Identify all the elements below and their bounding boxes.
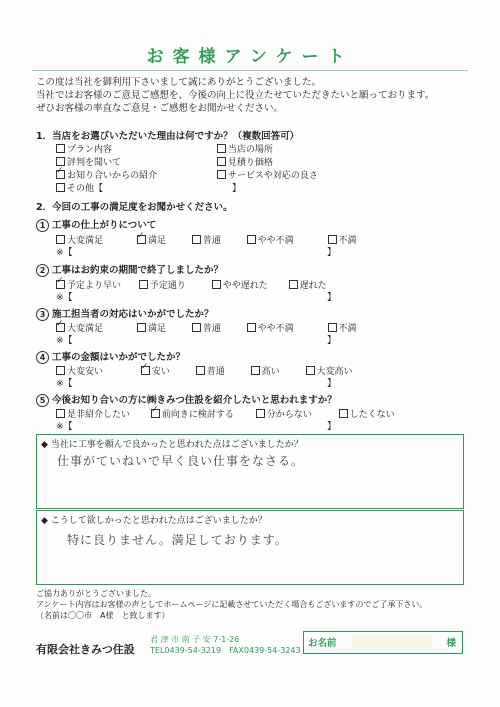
comment-question: ◆ こうして欲しかったと思われた点はございましたか？: [41, 516, 267, 526]
intro-line: 当社ではお客様のご意見ご感想を、今後の向上に役立たせていただきたいと願っております。: [36, 90, 435, 101]
checkbox[interactable]: [247, 323, 256, 332]
checkbox[interactable]: [217, 157, 226, 166]
rating-option[interactable]: 不満: [328, 233, 357, 246]
rating-option[interactable]: 大変満足: [56, 233, 122, 246]
rating-option[interactable]: 遅れた: [289, 278, 327, 291]
comment-question: ◆ 当社に工事を頼んで良かったと思われた点はございましたか？: [41, 440, 303, 450]
rating-option[interactable]: 満足: [137, 321, 177, 334]
name-label: お名前: [308, 638, 337, 649]
checkbox[interactable]: [328, 323, 337, 332]
q1-option[interactable]: サービスや対応の良さ: [217, 168, 318, 181]
checkbox-checked[interactable]: [141, 366, 150, 375]
note-row[interactable]: ※【 】: [56, 248, 336, 258]
note-row[interactable]: ※【 】: [56, 379, 336, 389]
intro-line: ぜひお客様の率直なご意見・ご感想をお聞かせください。: [36, 103, 284, 114]
note-row[interactable]: ※【 】: [56, 336, 336, 346]
q1-option[interactable]: ✓お知り合いからの紹介: [56, 168, 202, 181]
comment-box-good-points[interactable]: [36, 434, 464, 509]
rating-option[interactable]: 大変高い: [306, 364, 353, 377]
checkbox[interactable]: [247, 235, 256, 244]
number-circle: 1: [36, 219, 49, 232]
q1-option-other[interactable]: その他【: [56, 181, 103, 194]
checkbox[interactable]: [56, 409, 65, 418]
rating-option[interactable]: したくない: [339, 407, 395, 420]
comment-box-improvements[interactable]: [36, 510, 464, 585]
rating-option[interactable]: 普通: [192, 233, 232, 246]
checkbox[interactable]: [56, 183, 65, 192]
checkbox[interactable]: [139, 280, 148, 289]
sub-question: 5 今後お知り合いの方に㈱きみつ住設を紹介したいと思われますか？: [36, 392, 337, 407]
checkbox[interactable]: [137, 323, 146, 332]
name-redacted: [352, 635, 432, 648]
checkbox[interactable]: [217, 144, 226, 153]
rating-option[interactable]: 予定通り: [139, 278, 197, 291]
q1-option[interactable]: 当店の場所: [217, 142, 273, 155]
q1-option-row: [56, 168, 330, 181]
page-title: お客様アンケート: [146, 47, 354, 67]
q1-option-row: [56, 181, 242, 194]
address-line: 君 津 市 南 子 安 7-1-26: [150, 635, 240, 644]
name-field[interactable]: [303, 631, 463, 654]
rating-option[interactable]: 大変安い: [56, 364, 126, 377]
number-circle: 2: [36, 264, 49, 277]
sub-question: 3 施工担当者の対応はいかがでしたか？: [36, 306, 214, 321]
sub-question: 1 工事の仕上がりについて: [36, 217, 156, 232]
company-address: [150, 634, 301, 656]
title-divider: [32, 70, 468, 71]
footer-line: （名前は〇〇市 A様 と致します）: [36, 611, 170, 620]
q1-option[interactable]: 見積り価格: [217, 155, 273, 168]
checkbox[interactable]: [306, 366, 315, 375]
rating-option[interactable]: ✓ 安い: [141, 364, 181, 377]
rating-option[interactable]: 是非紹介したい: [56, 407, 136, 420]
note-row[interactable]: ※【 】: [56, 422, 336, 432]
checkbox[interactable]: [192, 235, 201, 244]
rating-option[interactable]: やや不満: [247, 233, 313, 246]
checkbox[interactable]: [212, 280, 221, 289]
sub-question: 2 工事はお約束の期間で終了しましたか？: [36, 262, 223, 277]
company-name: 有限会社きみつ住設: [36, 643, 135, 656]
contact-line: TEL0439-54-3219 FAX0439-54-3243: [150, 646, 301, 655]
checkbox[interactable]: [339, 409, 348, 418]
footer-line: ご協力ありがとうございました。: [36, 589, 156, 598]
q1-option[interactable]: プラン内容: [56, 142, 202, 155]
checkbox-checked[interactable]: [151, 409, 160, 418]
bracket-close: 】: [232, 184, 242, 194]
intro-text: [36, 76, 434, 115]
checkbox[interactable]: [256, 409, 265, 418]
rating-option[interactable]: ✓大変満足: [56, 321, 122, 334]
checkbox-checked[interactable]: [56, 170, 65, 179]
footer-line: アンケート内容はお客様の声としてホームページに記載させていただく場合もございますのでご了承下さい。: [36, 600, 428, 609]
q1-option-row: [56, 155, 285, 168]
q1-option[interactable]: 評判を聞いて: [56, 155, 202, 168]
q1-heading: 1．当店をお選びいただいた理由は何ですか？（複数回答可）: [36, 131, 300, 142]
note-row[interactable]: ※【 】: [56, 293, 336, 303]
rating-option[interactable]: 不満: [328, 321, 357, 334]
checkbox[interactable]: [328, 235, 337, 244]
number-circle: 4: [36, 351, 49, 364]
checkbox[interactable]: [56, 157, 65, 166]
checkbox-checked[interactable]: [56, 323, 65, 332]
rating-option[interactable]: やや不満: [247, 321, 313, 334]
checkbox[interactable]: [251, 366, 260, 375]
checkbox[interactable]: [196, 366, 205, 375]
intro-line: この度は当社を御利用下さいまして誠にありがとうございました。: [36, 77, 322, 88]
rating-option[interactable]: 普通: [192, 321, 232, 334]
rating-option[interactable]: 普通: [196, 364, 236, 377]
number-circle: 5: [36, 394, 49, 407]
rating-option[interactable]: 高い: [251, 364, 291, 377]
handwritten-answer: 特に良りません。満足しております。: [67, 533, 288, 547]
rating-option[interactable]: 分からない: [256, 407, 324, 420]
checkbox[interactable]: [289, 280, 298, 289]
checkbox[interactable]: [192, 323, 201, 332]
checkbox[interactable]: [217, 170, 226, 179]
checkbox[interactable]: [56, 235, 65, 244]
footer-notes: [36, 588, 427, 621]
q2-heading: 2．今回の工事の満足度をお聞かせください。: [36, 202, 233, 213]
rating-option[interactable]: ✓ 満足: [137, 233, 177, 246]
checkbox-checked[interactable]: [137, 235, 146, 244]
rating-option[interactable]: やや遅れた: [212, 278, 274, 291]
checkbox-checked[interactable]: [56, 280, 65, 289]
checkbox[interactable]: [56, 366, 65, 375]
checkbox[interactable]: [56, 144, 65, 153]
handwritten-answer: 仕事がていねいで早く良い仕事をなさる。: [57, 454, 305, 468]
rating-option[interactable]: ✓ 前向きに検討する: [151, 407, 241, 420]
sub-question: 4 工事の金額はいかがでしたか？: [36, 349, 185, 364]
number-circle: 3: [36, 308, 49, 321]
rating-option[interactable]: ✓予定より早い: [56, 278, 124, 291]
name-suffix: 様: [446, 638, 456, 649]
q1-option-row: [56, 142, 285, 155]
